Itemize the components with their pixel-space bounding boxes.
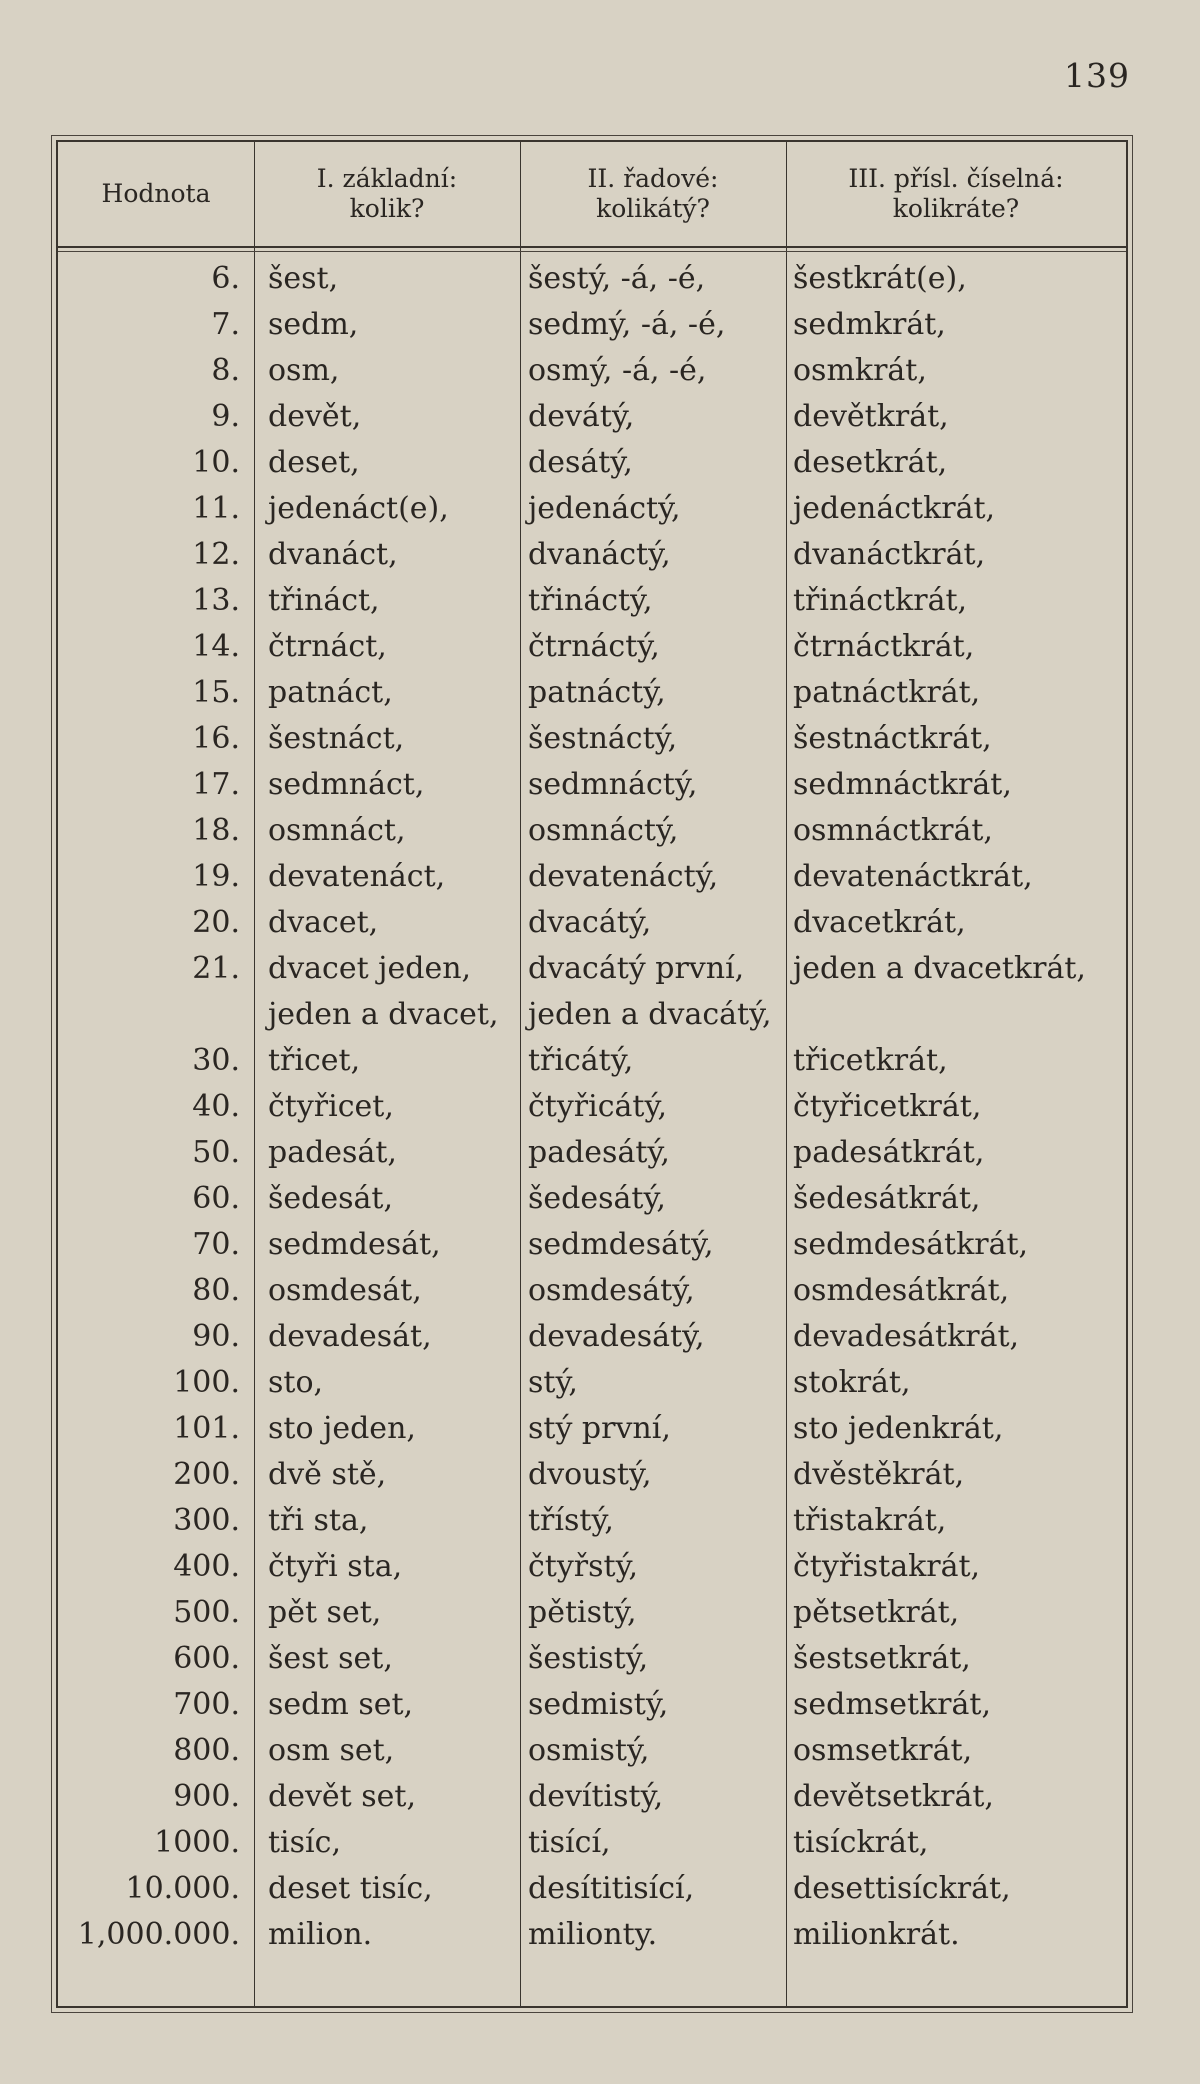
cell-ordinal: jedenáctý,: [528, 491, 681, 526]
cell-cardinal: deset tisíc,: [268, 1871, 433, 1906]
cell-ordinal: šestistý,: [528, 1641, 649, 1676]
cell-value: 400.: [173, 1549, 240, 1584]
header-cardinal-title: I. základní:: [316, 164, 458, 193]
cell-cardinal: tisíc,: [268, 1825, 341, 1860]
cell-ordinal: třístý,: [528, 1503, 614, 1538]
cell-cardinal: šest,: [268, 261, 339, 296]
cell-cardinal: osm set,: [268, 1733, 395, 1768]
cell-ordinal: pětistý,: [528, 1595, 637, 1630]
cell-value: 11.: [192, 491, 240, 526]
cell-value: 50.: [192, 1135, 240, 1170]
cell-value: 13.: [192, 583, 240, 618]
cell-multiplicative: desettisíckrát,: [793, 1871, 1011, 1906]
table-row: [58, 532, 1126, 578]
table-row: [58, 1728, 1126, 1774]
cell-value: 1,000.000.: [77, 1917, 240, 1952]
table-row: [58, 1314, 1126, 1360]
cell-multiplicative: osmnáctkrát,: [793, 813, 993, 848]
table-row: [58, 1084, 1126, 1130]
cell-ordinal: osmnáctý,: [528, 813, 679, 848]
table-row: [58, 1866, 1126, 1912]
table-row: [58, 808, 1126, 854]
cell-value: 6.: [211, 261, 240, 296]
cell-cardinal: šest set,: [268, 1641, 393, 1676]
cell-ordinal: devátý,: [528, 399, 635, 434]
cell-cardinal: devadesát,: [268, 1319, 432, 1354]
table-row: [58, 946, 1126, 992]
table-row: [58, 1590, 1126, 1636]
table-row: [58, 1774, 1126, 1820]
cell-value: 20.: [192, 905, 240, 940]
cell-value: 17.: [192, 767, 240, 802]
cell-value: 60.: [192, 1181, 240, 1216]
cell-multiplicative: pětsetkrát,: [793, 1595, 960, 1630]
cell-ordinal: šestnáctý,: [528, 721, 678, 756]
cell-value: 70.: [192, 1227, 240, 1262]
cell-multiplicative: třistakrát,: [793, 1503, 947, 1538]
cell-cardinal: sto,: [268, 1365, 324, 1400]
cell-value: 300.: [173, 1503, 240, 1538]
cell-ordinal: sedmý, -á, -é,: [528, 307, 726, 342]
table-row: [58, 1912, 1126, 1958]
table-row: [58, 1222, 1126, 1268]
cell-cardinal: jedenáct(e),: [268, 491, 449, 526]
table-row: [58, 854, 1126, 900]
cell-ordinal: dvacátý,: [528, 905, 652, 940]
cell-cardinal: milion.: [268, 1917, 373, 1952]
cell-ordinal: dvacátý první,: [528, 951, 745, 986]
cell-ordinal: stý první,: [528, 1411, 671, 1446]
cell-multiplicative: osmdesátkrát,: [793, 1273, 1010, 1308]
cell-ordinal: patnáctý,: [528, 675, 666, 710]
table-row: [58, 624, 1126, 670]
cell-cardinal: dvě stě,: [268, 1457, 387, 1492]
header-ordinal-question: kolikátý?: [596, 194, 710, 223]
cell-multiplicative: padesátkrát,: [793, 1135, 985, 1170]
cell-multiplicative: sedmkrát,: [793, 307, 946, 342]
cell-cardinal: devět,: [268, 399, 362, 434]
header-ordinal: [520, 142, 786, 246]
cell-multiplicative: sedmdesátkrát,: [793, 1227, 1029, 1262]
cell-ordinal: šedesátý,: [528, 1181, 666, 1216]
header-multiplicative-question: kolikráte?: [892, 194, 1020, 223]
table-row: [58, 578, 1126, 624]
table-row: [58, 1268, 1126, 1314]
cell-ordinal: čtyřicátý,: [528, 1089, 667, 1124]
cell-cardinal: dvacet jeden,: [268, 951, 472, 986]
cell-value: 90.: [192, 1319, 240, 1354]
cell-value: 9.: [211, 399, 240, 434]
cell-multiplicative: osmkrát,: [793, 353, 927, 388]
table-row: [58, 762, 1126, 808]
cell-cardinal: šestnáct,: [268, 721, 405, 756]
cell-cardinal: osmnáct,: [268, 813, 406, 848]
cell-ordinal: padesátý,: [528, 1135, 670, 1170]
table-row: [58, 1636, 1126, 1682]
cell-ordinal: sedmistý,: [528, 1687, 669, 1722]
cell-cardinal: třináct,: [268, 583, 380, 618]
table-row: [58, 302, 1126, 348]
table-row: [58, 1452, 1126, 1498]
cell-ordinal: sedmnáctý,: [528, 767, 698, 802]
cell-cardinal: tři sta,: [268, 1503, 369, 1538]
cell-ordinal: osmdesátý,: [528, 1273, 695, 1308]
header-value-label: Hodnota: [101, 179, 211, 208]
table-row: [58, 1130, 1126, 1176]
cell-ordinal: čtrnáctý,: [528, 629, 660, 664]
table-row: [58, 670, 1126, 716]
cell-multiplicative: dvěstěkrát,: [793, 1457, 965, 1492]
cell-ordinal: čtyřstý,: [528, 1549, 639, 1584]
cell-value: 19.: [192, 859, 240, 894]
cell-value: 15.: [192, 675, 240, 710]
cell-cardinal: padesát,: [268, 1135, 397, 1170]
cell-multiplicative: devadesátkrát,: [793, 1319, 1020, 1354]
cell-cardinal: jeden a dvacet,: [268, 997, 499, 1032]
cell-multiplicative: čtyřistakrát,: [793, 1549, 981, 1584]
cell-multiplicative: sedmsetkrát,: [793, 1687, 992, 1722]
table-row: [58, 440, 1126, 486]
cell-value: 16.: [192, 721, 240, 756]
cell-ordinal: jeden a dvacátý,: [528, 997, 772, 1032]
cell-cardinal: třicet,: [268, 1043, 361, 1078]
cell-cardinal: pět set,: [268, 1595, 382, 1630]
cell-ordinal: dvoustý,: [528, 1457, 652, 1492]
table-row: [58, 486, 1126, 532]
cell-ordinal: stý,: [528, 1365, 578, 1400]
cell-value: 30.: [192, 1043, 240, 1078]
cell-multiplicative: devatenáctkrát,: [793, 859, 1033, 894]
table-row: [58, 1820, 1126, 1866]
cell-value: 21.: [192, 951, 240, 986]
table-row: [58, 900, 1126, 946]
cell-multiplicative: čtrnáctkrát,: [793, 629, 975, 664]
table-row: [58, 716, 1126, 762]
cell-ordinal: devadesátý,: [528, 1319, 705, 1354]
cell-ordinal: sedmdesátý,: [528, 1227, 714, 1262]
cell-multiplicative: sedmnáctkrát,: [793, 767, 1012, 802]
cell-ordinal: osmistý,: [528, 1733, 650, 1768]
cell-value: 800.: [173, 1733, 240, 1768]
cell-cardinal: osm,: [268, 353, 340, 388]
page-number: 139: [1064, 56, 1130, 95]
cell-cardinal: sedm,: [268, 307, 359, 342]
table-header: [58, 142, 1126, 248]
cell-multiplicative: dvacetkrát,: [793, 905, 966, 940]
cell-cardinal: čtrnáct,: [268, 629, 387, 664]
cell-value: 12.: [192, 537, 240, 572]
cell-value: 200.: [173, 1457, 240, 1492]
cell-multiplicative: jedenáctkrát,: [793, 491, 996, 526]
table-row: [58, 394, 1126, 440]
cell-cardinal: dvacet,: [268, 905, 379, 940]
cell-cardinal: dvanáct,: [268, 537, 398, 572]
cell-multiplicative: osmsetkrát,: [793, 1733, 973, 1768]
cell-multiplicative: patnáctkrát,: [793, 675, 981, 710]
cell-ordinal: dvanáctý,: [528, 537, 671, 572]
cell-cardinal: devět set,: [268, 1779, 416, 1814]
cell-cardinal: sedmnáct,: [268, 767, 425, 802]
cell-multiplicative: tisíckrát,: [793, 1825, 929, 1860]
cell-value: 500.: [173, 1595, 240, 1630]
cell-ordinal: třináctý,: [528, 583, 653, 618]
cell-value: 18.: [192, 813, 240, 848]
cell-ordinal: osmý, -á, -é,: [528, 353, 707, 388]
table-row: [58, 1498, 1126, 1544]
cell-multiplicative: třináctkrát,: [793, 583, 968, 618]
cell-ordinal: desítitisící,: [528, 1871, 695, 1906]
cell-multiplicative: jeden a dvacetkrát,: [793, 951, 1086, 986]
table-row: [58, 1038, 1126, 1084]
cell-ordinal: desátý,: [528, 445, 633, 480]
cell-cardinal: čtyři sta,: [268, 1549, 403, 1584]
table-row: [58, 1360, 1126, 1406]
cell-value: 600.: [173, 1641, 240, 1676]
table-row: [58, 1544, 1126, 1590]
cell-value: 10.: [192, 445, 240, 480]
cell-cardinal: sto jeden,: [268, 1411, 416, 1446]
cell-value: 8.: [211, 353, 240, 388]
cell-value: 100.: [173, 1365, 240, 1400]
cell-multiplicative: dvanáctkrát,: [793, 537, 986, 572]
cell-cardinal: sedm set,: [268, 1687, 414, 1722]
cell-multiplicative: milionkrát.: [793, 1917, 960, 1952]
table-body: [58, 256, 1126, 1958]
cell-multiplicative: devětsetkrát,: [793, 1779, 994, 1814]
header-ordinal-title: II. řadové:: [587, 164, 719, 193]
cell-ordinal: šestý, -á, -é,: [528, 261, 706, 296]
table-row: [58, 992, 1126, 1038]
cell-value: 10.000.: [125, 1871, 240, 1906]
cell-ordinal: devítistý,: [528, 1779, 664, 1814]
cell-ordinal: milionty.: [528, 1917, 658, 1952]
cell-multiplicative: čtyřicetkrát,: [793, 1089, 982, 1124]
cell-multiplicative: třicetkrát,: [793, 1043, 948, 1078]
table-row: [58, 1176, 1126, 1222]
cell-ordinal: devatenáctý,: [528, 859, 719, 894]
cell-value: 80.: [192, 1273, 240, 1308]
table-row: [58, 1682, 1126, 1728]
cell-value: 900.: [173, 1779, 240, 1814]
cell-value: 700.: [173, 1687, 240, 1722]
cell-multiplicative: šestnáctkrát,: [793, 721, 992, 756]
cell-multiplicative: šestsetkrát,: [793, 1641, 971, 1676]
cell-ordinal: třicátý,: [528, 1043, 634, 1078]
header-multiplicative-title: III. přísl. číselná:: [848, 164, 1064, 193]
cell-value: 1000.: [154, 1825, 240, 1860]
cell-cardinal: osmdesát,: [268, 1273, 422, 1308]
header-cardinal: [254, 142, 520, 246]
header-multiplicative: [786, 142, 1126, 246]
cell-multiplicative: šestkrát(e),: [793, 261, 967, 296]
cell-value: 14.: [192, 629, 240, 664]
cell-multiplicative: desetkrát,: [793, 445, 948, 480]
cell-ordinal: tisící,: [528, 1825, 611, 1860]
cell-cardinal: sedmdesát,: [268, 1227, 441, 1262]
cell-multiplicative: sto jedenkrát,: [793, 1411, 1004, 1446]
cell-value: 40.: [192, 1089, 240, 1124]
cell-cardinal: patnáct,: [268, 675, 393, 710]
table-row: [58, 1406, 1126, 1452]
table-row: [58, 348, 1126, 394]
numerals-table: [56, 140, 1128, 2008]
cell-value: 7.: [211, 307, 240, 342]
cell-cardinal: čtyřicet,: [268, 1089, 394, 1124]
cell-cardinal: devatenáct,: [268, 859, 446, 894]
header-cardinal-question: kolik?: [349, 194, 425, 223]
cell-cardinal: deset,: [268, 445, 360, 480]
cell-multiplicative: devětkrát,: [793, 399, 949, 434]
cell-multiplicative: stokrát,: [793, 1365, 911, 1400]
cell-value: 101.: [173, 1411, 240, 1446]
table-row: [58, 256, 1126, 302]
cell-multiplicative: šedesátkrát,: [793, 1181, 981, 1216]
header-value: [58, 142, 254, 246]
cell-cardinal: šedesát,: [268, 1181, 393, 1216]
